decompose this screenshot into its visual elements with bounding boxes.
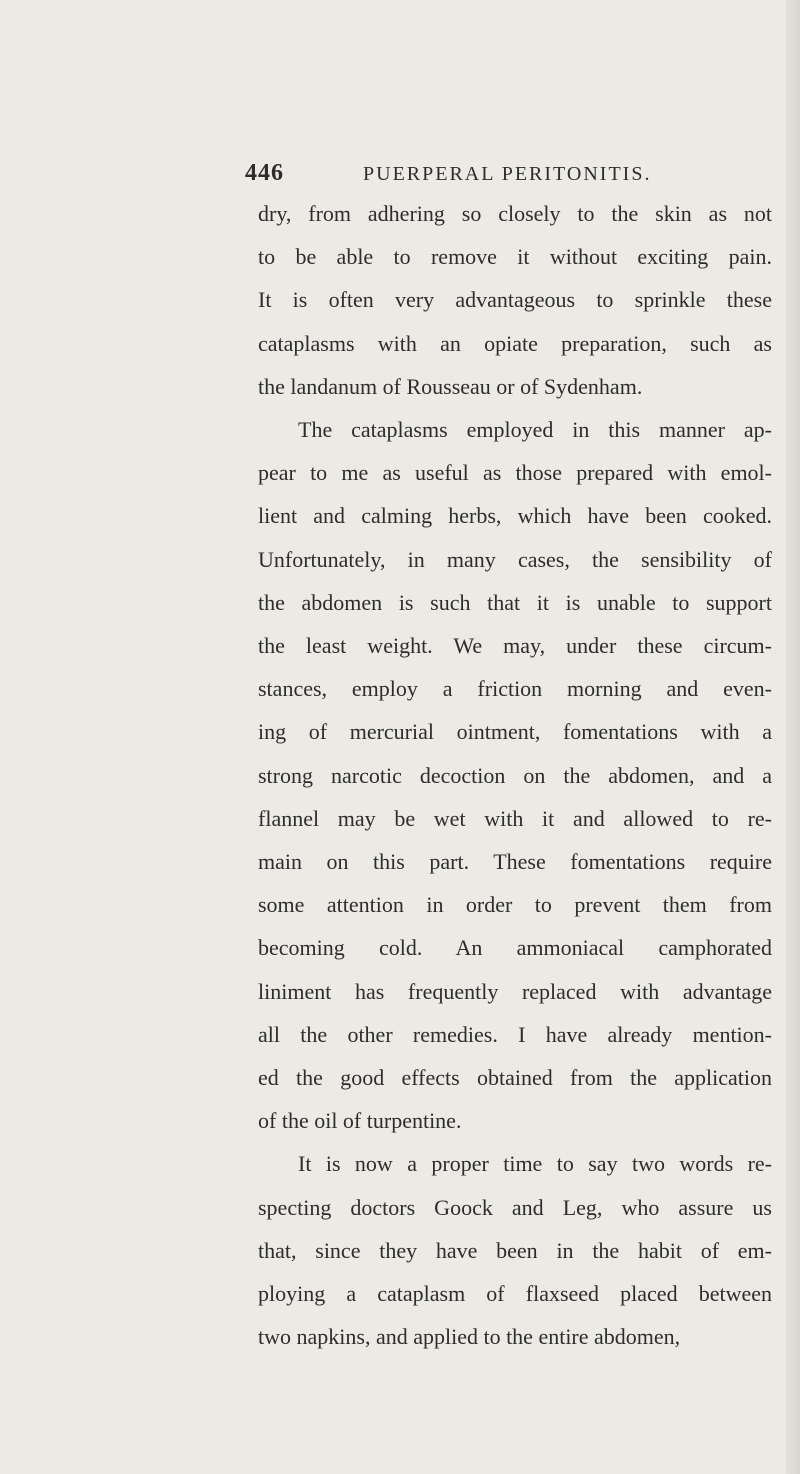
text-line: Unfortunately, in many cases, the sensibility of bbox=[258, 546, 772, 572]
page-header bbox=[245, 160, 775, 187]
text-line: that, since they have been in the habit of em- bbox=[258, 1237, 772, 1263]
text-line: main on this part. These fomentations require bbox=[258, 849, 772, 875]
text-line: It is now a proper time to say two words re- bbox=[298, 1151, 772, 1177]
text-line: becoming cold. An ammoniacal camphorated bbox=[258, 935, 772, 961]
text-line: liniment has frequently replaced with advantage bbox=[258, 978, 772, 1004]
text-line: to be able to remove it without exciting pain. bbox=[258, 244, 772, 270]
text-line: It is often very advantageous to sprinkle these bbox=[258, 287, 772, 313]
text-line: stances, employ a friction morning and even- bbox=[258, 676, 772, 702]
text-line: of the oil of turpentine. bbox=[258, 1108, 462, 1134]
text-line: The cataplasms employed in this manner ap- bbox=[298, 417, 772, 443]
text-line: ing of mercurial ointment, fomentations with a bbox=[258, 719, 772, 745]
text-line: cataplasms with an opiate preparation, such as bbox=[258, 330, 772, 356]
text-line: the least weight. We may, under these circum- bbox=[258, 633, 772, 659]
text-line: ploying a cataplasm of flaxseed placed between bbox=[258, 1281, 772, 1307]
text-line: the abdomen is such that it is unable to support bbox=[258, 589, 772, 615]
text-line: flannel may be wet with it and allowed to re- bbox=[258, 805, 772, 831]
page-edge bbox=[786, 0, 800, 1474]
text-line: two napkins, and applied to the entire abdomen, bbox=[258, 1324, 681, 1350]
text-line: some attention in order to prevent them from bbox=[258, 892, 772, 918]
text-line: lient and calming herbs, which have been cooked. bbox=[258, 503, 772, 529]
text-line: pear to me as useful as those prepared with emol- bbox=[258, 460, 772, 486]
text-line: the landanum of Rousseau or of Sydenham. bbox=[258, 373, 643, 399]
text-line: all the other remedies. I have already mention- bbox=[258, 1021, 772, 1047]
text-line: strong narcotic decoction on the abdomen, and a bbox=[258, 762, 772, 788]
body-text bbox=[258, 192, 772, 1358]
text-line: specting doctors Goock and Leg, who assure us bbox=[258, 1194, 772, 1220]
running-head: PUERPERAL PERITONITIS. bbox=[363, 163, 652, 185]
text-line: ed the good effects obtained from the application bbox=[258, 1065, 772, 1091]
page-number: 446 bbox=[245, 160, 284, 186]
text-line: dry, from adhering so closely to the skin as not bbox=[258, 201, 772, 226]
